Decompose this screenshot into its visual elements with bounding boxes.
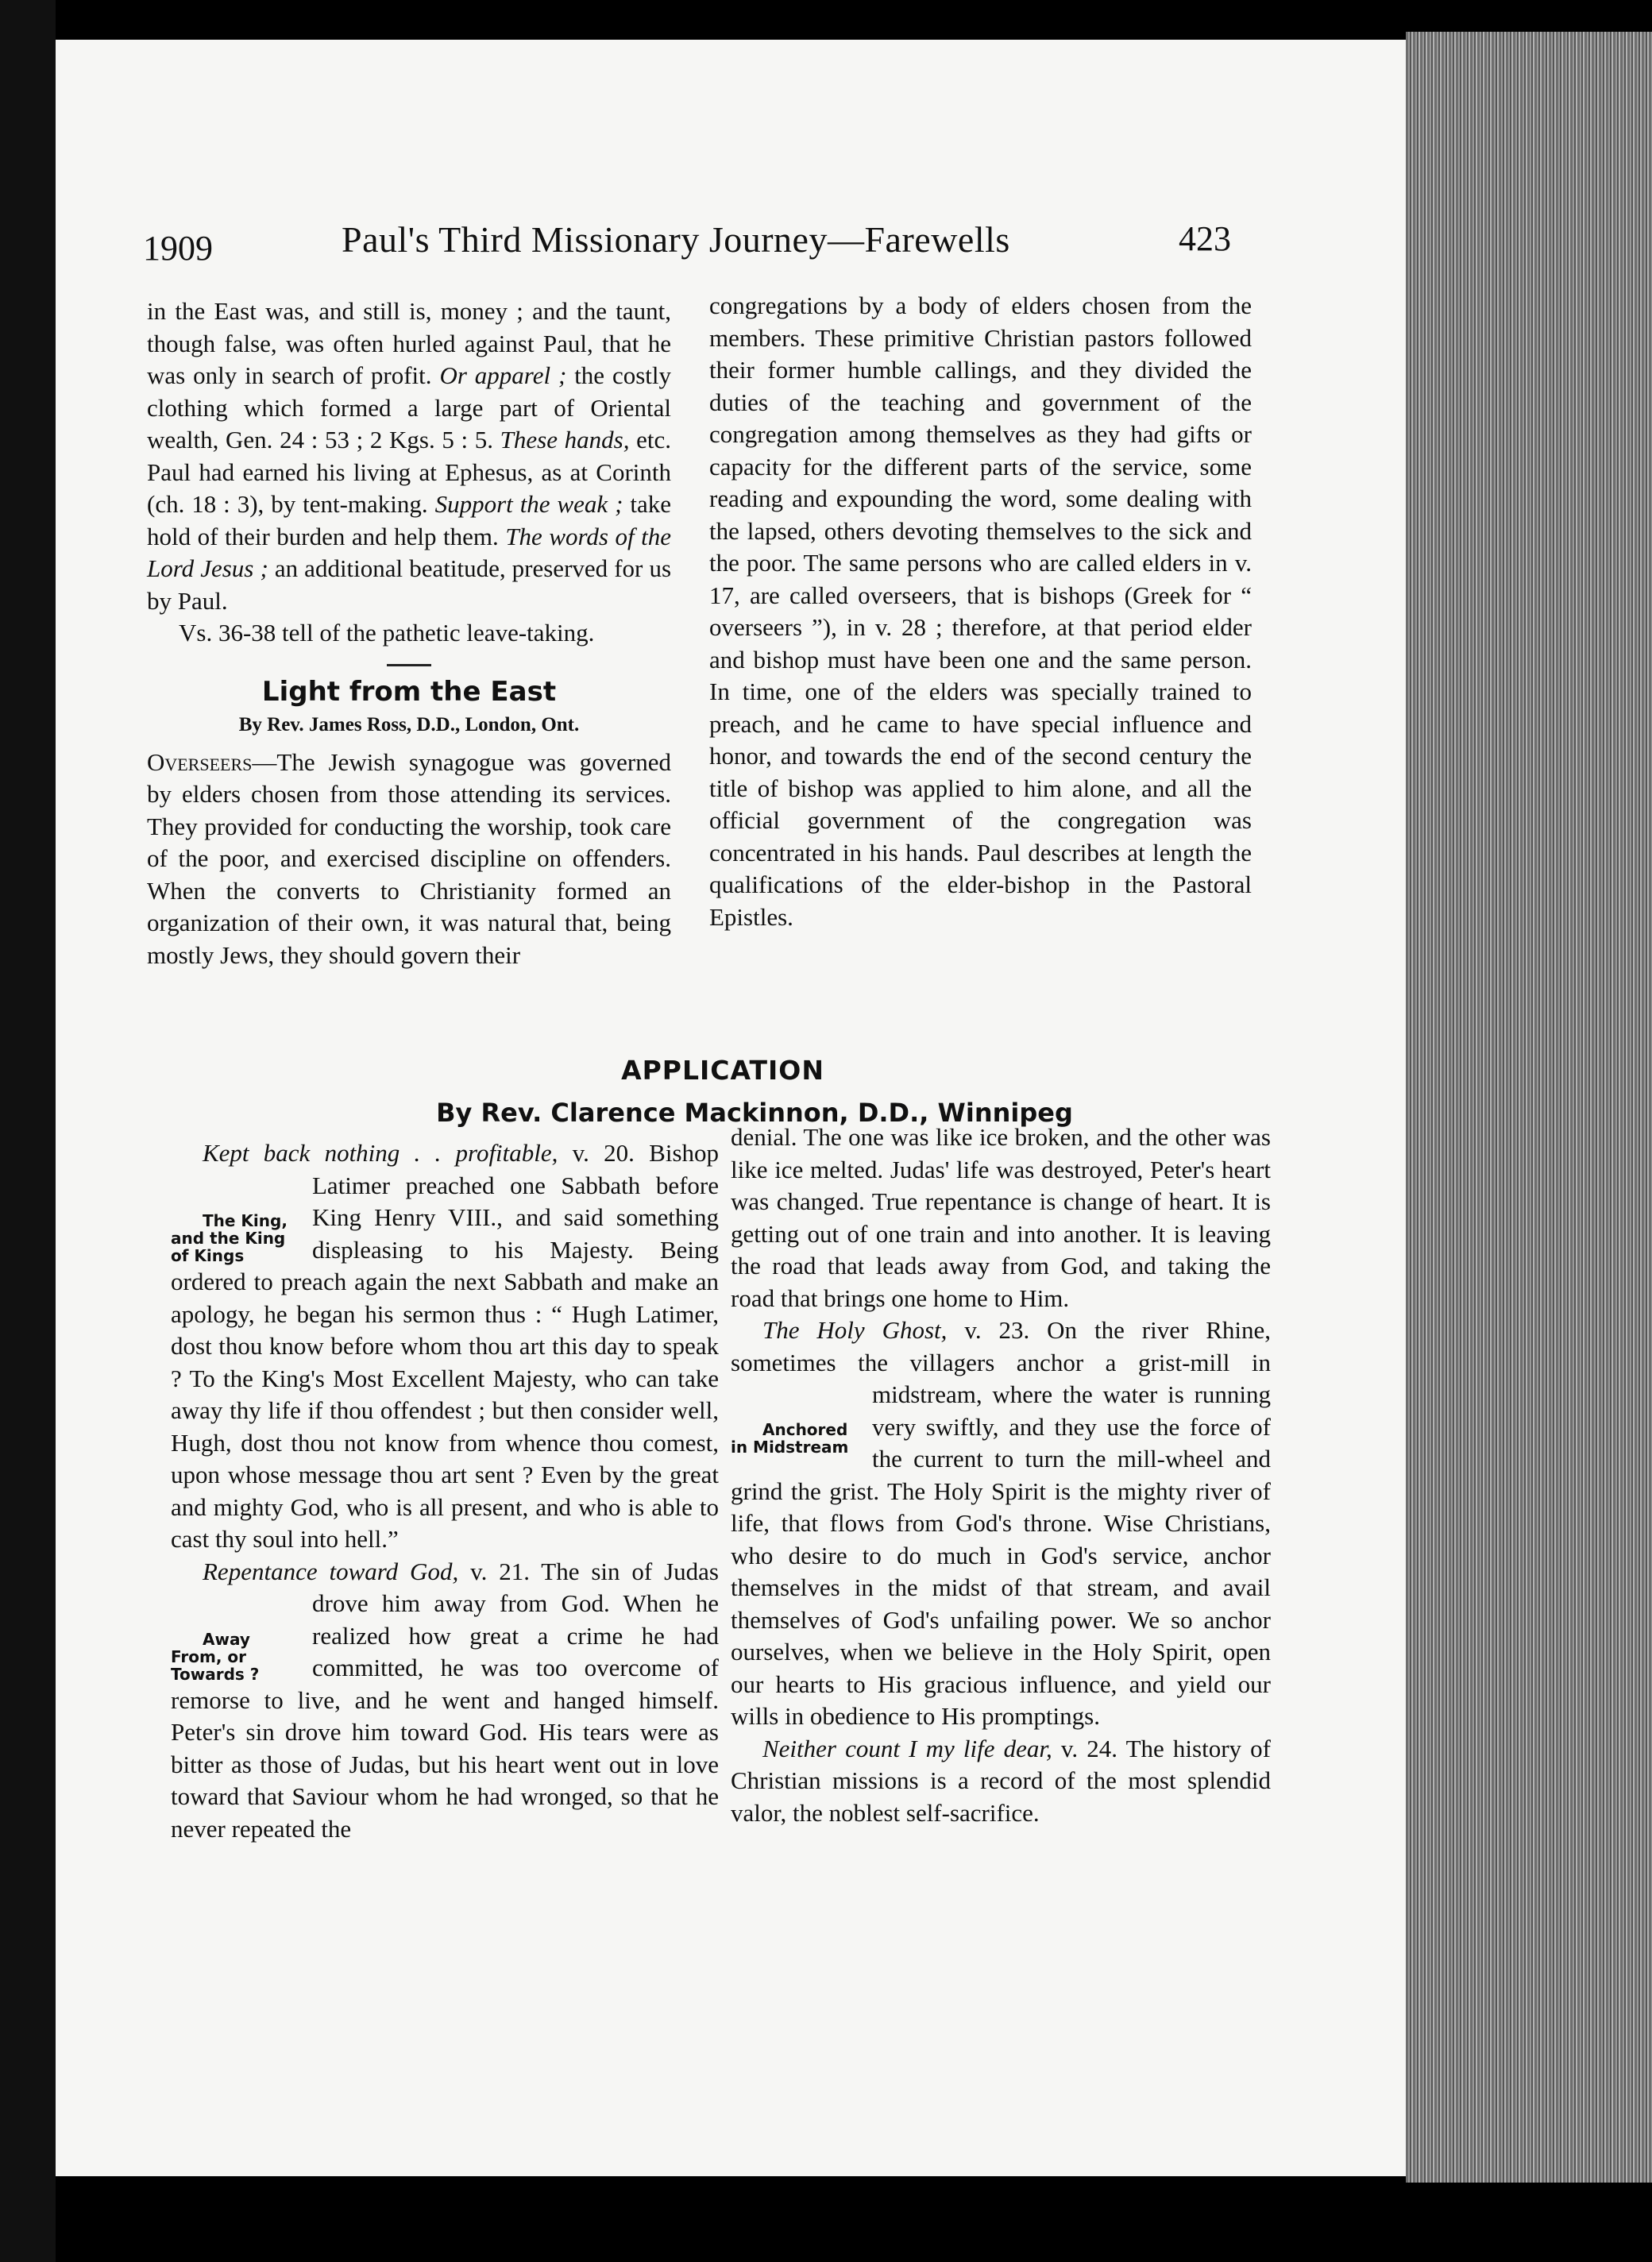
lower-right-column	[731, 1121, 1271, 1829]
application-heading: APPLICATION	[621, 1055, 824, 1086]
running-header	[143, 218, 1231, 274]
header-title: Paul's Third Missionary Journey—Farewells	[342, 219, 1010, 260]
application-byline: By Rev. Clarence Mackinnon, D.D., Winnipeg	[436, 1098, 1073, 1128]
paragraph: Neither count I my life dear, v. 24. The history of Christian missions is a record of the most splendid valor, the noblest self-sacrifice.	[731, 1734, 1271, 1827]
upper-right-column	[709, 290, 1252, 933]
divider	[387, 664, 431, 666]
margin-note: Anchored in Midstream	[731, 1420, 849, 1457]
lower-left-column	[171, 1137, 719, 1845]
paragraph: Anchored in Midstream The Holy Ghost, v. 23. On the river Rhine, sometimes the villagers anchor a grist-mill in midstream, where the water is running very swiftly, and they use the force of the current to turn the mill-wheel and grind the grist. The Holy Spirit is the mighty river of life, that flows from God's throne. Wise Christians, who desire to do much in God's service, anchor themselves in the midst of that stream, and avail themselves of God's unfailing power. We so anchor ourselves, when we believe in the Holy Spirit, open our hearts to His gracious influence, and yield our wills in obedience to His promptings.	[731, 1316, 1271, 1730]
paragraph: in the East was, and still is, money ; and the taunt, though false, was often hurled against Paul, that he was only in search of profit. Or apparel ; the costly clothing which formed a large part of Oriental wealth, Gen. 24 : 53 ; 2 Kgs. 5 : 5. These hands, etc. Paul had earned his living at Ephesus, as at Corinth (ch. 18 : 3), by tent-making. Support the weak ; take hold of their burden and help them. The words of the Lord Jesus ; an additional beatitude, preserved for us by Paul.	[147, 297, 672, 615]
paragraph: denial. The one was like ice broken, and the other was like ice melted. Judas' life was destroyed, Peter's heart was changed. True repentance is change of heart. It is getting out of one train and into another. It is leaving the road that leads away from God, and taking the road that brings one home to Him.	[731, 1123, 1271, 1312]
paragraph: congregations by a body of elders chosen from the members. These primitive Christian pastors followed their former humble callings, and they divided the duties of the teaching and government of the congregation among themselves as they had gifts or capacity for the different parts of the service, some reading and expounding the word, some dealing with the lapsed, others devoting themselves to the sick and the poor. The same persons who are called elders in v. 17, are called overseers, that is bishops (Greek for “ overseers ”), in v. 28 ; therefore, at that period elder and bishop must have been one and the same person. In time, one of the elders was specially trained to preach, and he came to have special influence and honor, and towards the end of the second century the title of bishop was applied to him alone, and all the official government of the congregation was concentrated in his hands. Paul describes at length the qualifications of the elder-bishop in the Pastoral Epistles.	[709, 291, 1252, 931]
paragraph: Vs. 36-38 tell of the pathetic leave-taking.	[179, 619, 595, 647]
book-page-edges	[1406, 32, 1652, 2183]
page-number: 423	[1179, 219, 1231, 258]
paragraph: Away From, or Towards ? Repentance toward God, v. 21. The sin of Judas drove him away from God. When he realized how great a crime he had committed, he was too overcome of remorse to live, and he went and hanged himself. Peter's sin drove him toward God. His tears were as bitter as those of Judas, but his heart went out in love toward that Saviour whom he had wronged, so that he never repeated the	[171, 1557, 719, 1843]
section-title: Light from the East	[261, 675, 557, 708]
header-year: 1909	[143, 229, 213, 268]
margin-note: Away From, or Towards ?	[171, 1629, 260, 1684]
section-byline: By Rev. James Ross, D.D., London, Ont.	[238, 714, 580, 735]
upper-left-column	[147, 295, 671, 971]
margin-note: The King, and the King of Kings	[171, 1211, 288, 1265]
scan-left-margin	[0, 0, 56, 2262]
paragraph: The King, and the King of Kings Kept back nothing . . profitable, v. 20. Bishop Latimer preached one Sabbath before King Henry VIII., and said something displeasing to his Majesty. Being ordered to preach again the next Sabbath and make an apology, he began his sermon thus : “ Hugh Latimer, dost thou know before whom thou art this day to speak ? To the King's Most Excellent Majesty, who can take away thy life if thou offendest ; but then consider well, Hugh, dost thou not know from whence thou comest, upon whose message thou art sent ? Even by the great and mighty God, who is all present, and who is able to cast thy soul into hell.”	[171, 1139, 720, 1553]
paragraph: Overseers—The Jewish synagogue was governed by elders chosen from those attending its services. They provided for conducting the worship, took care of the poor, and exercised discipline on offenders. When the converts to Christianity formed an organization of their own, it was natural that, being mostly Jews, they should govern their	[147, 747, 671, 969]
